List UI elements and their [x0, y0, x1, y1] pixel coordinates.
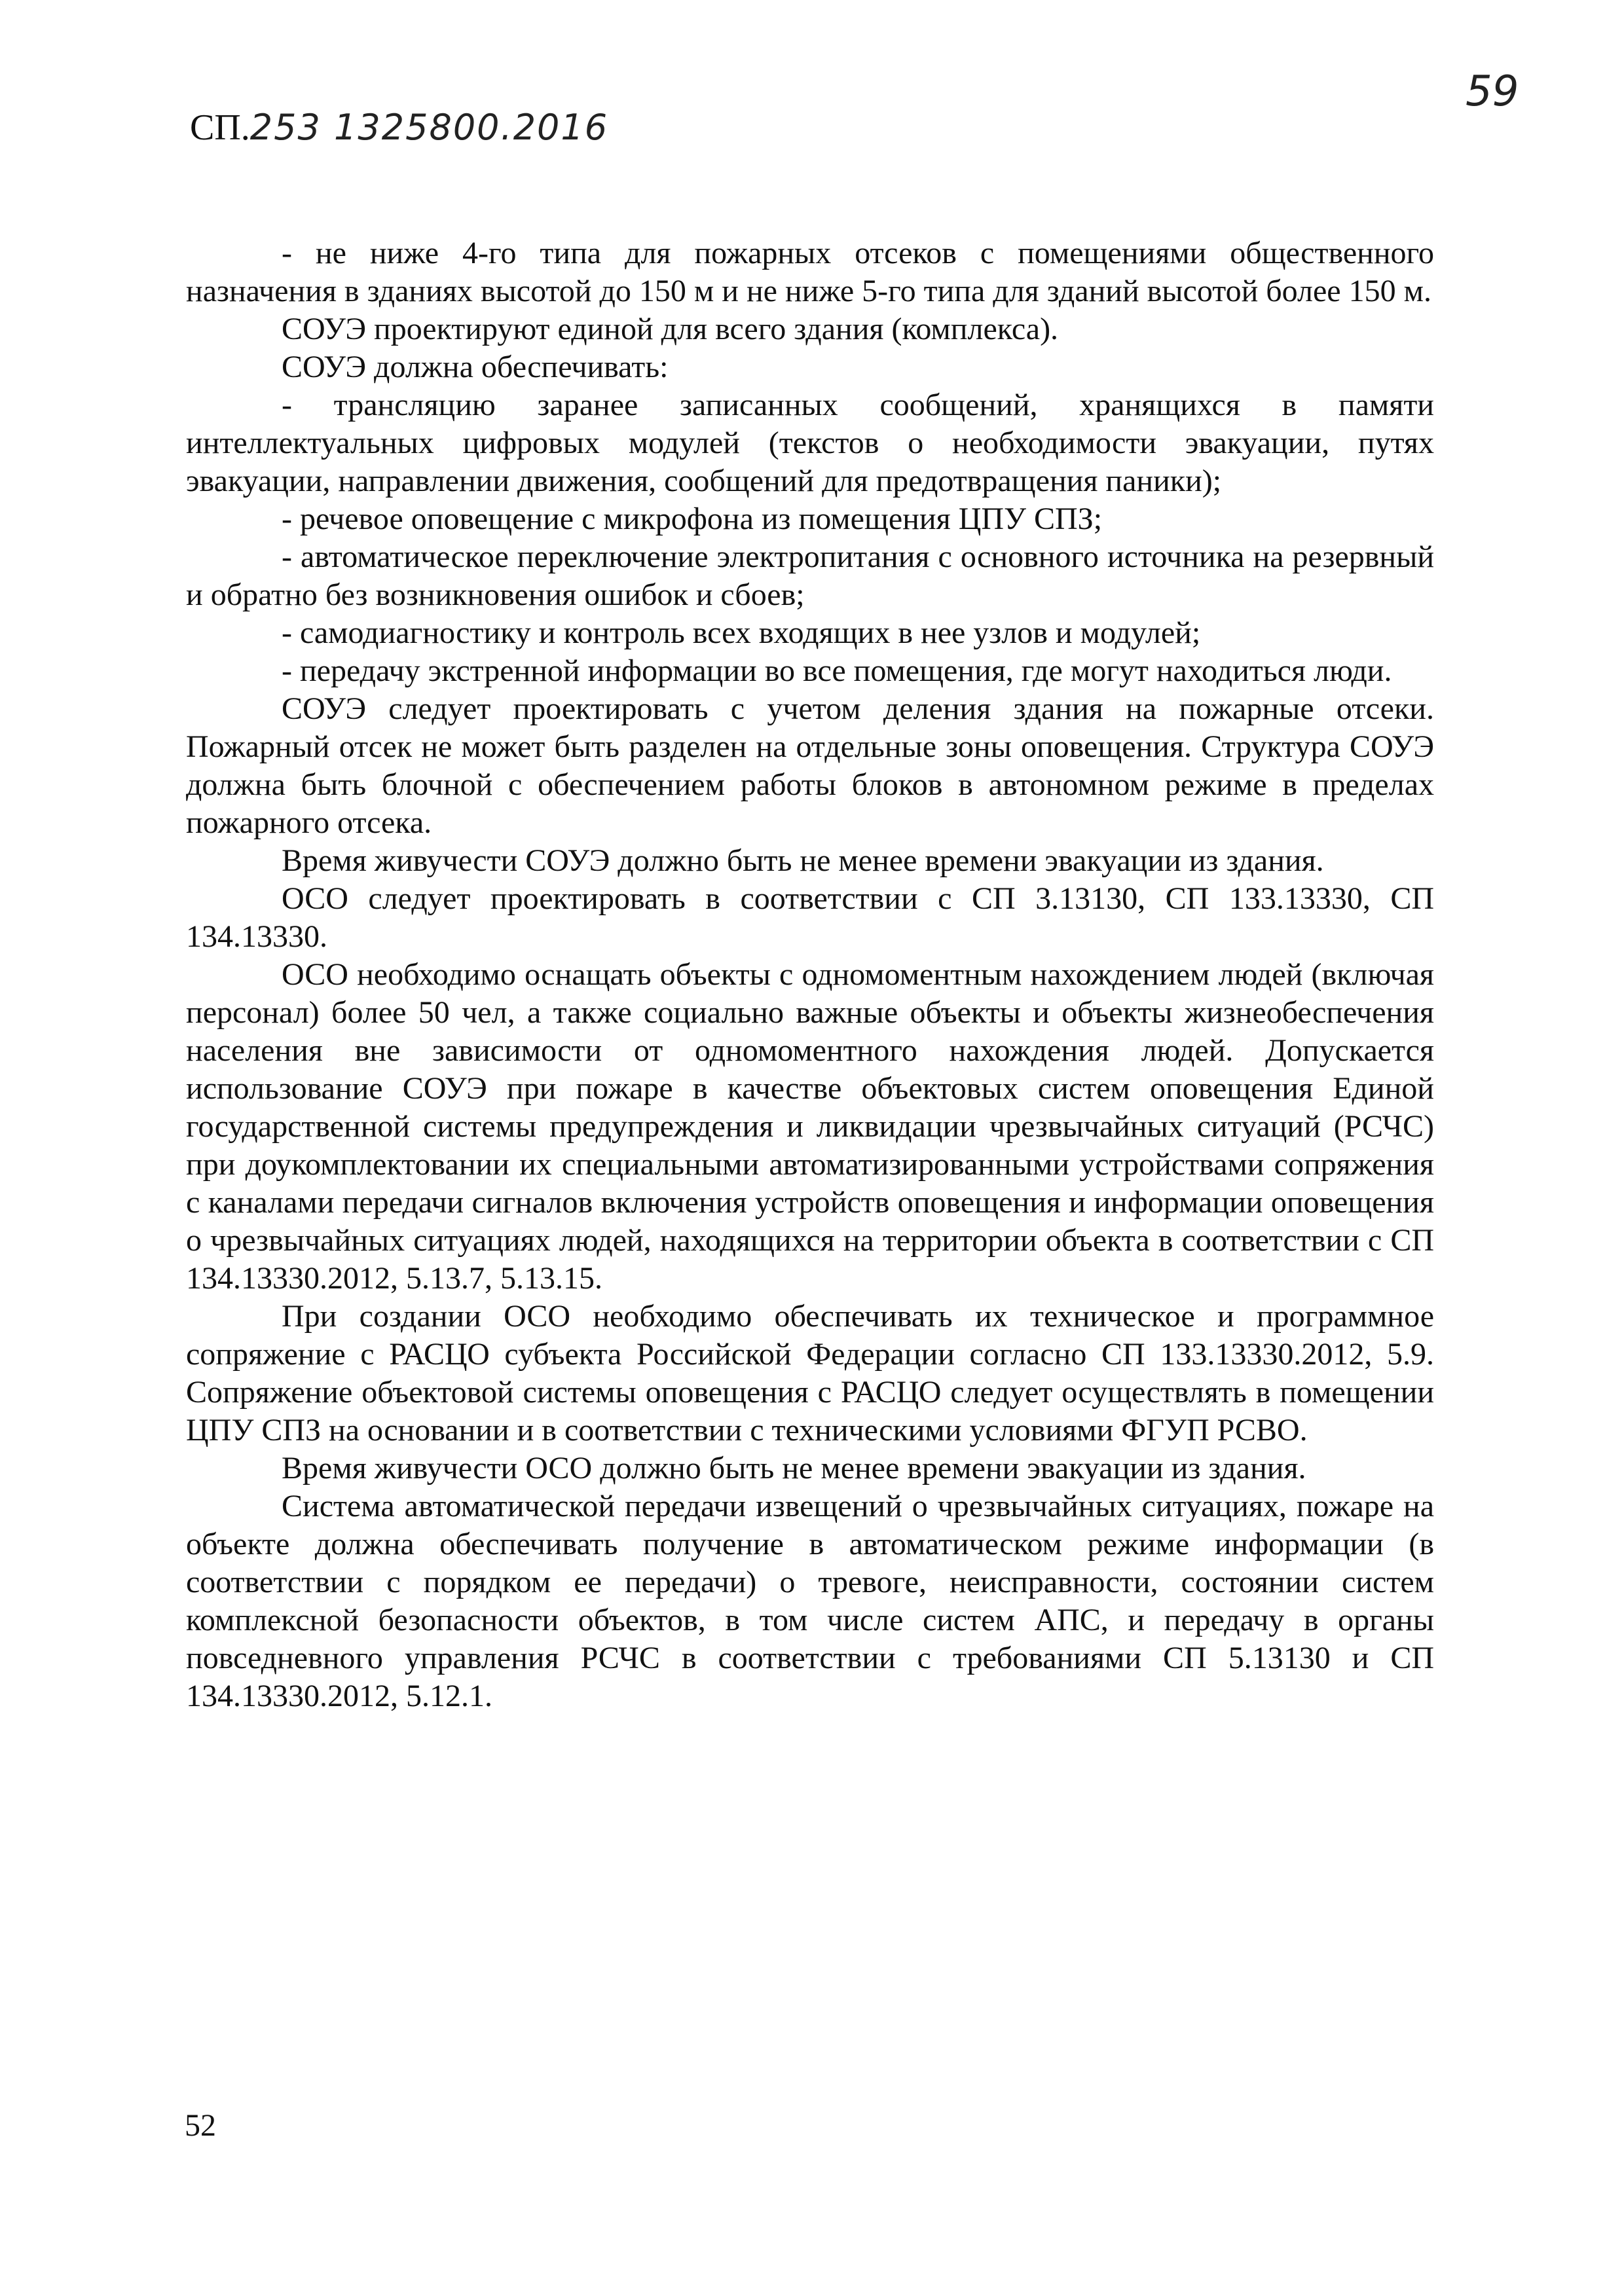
page-number: 52 — [185, 2108, 216, 2143]
handwritten-sheet-number: 59 — [1466, 67, 1519, 116]
paragraph: - автоматическое переключение электропитания с основного источника на резервный и обратно без возникновения ошибок и сбоев; — [186, 539, 1434, 612]
paragraph: Система автоматической передачи извещений о чрезвычайных ситуациях, пожаре на объекте должна обеспечивать получение в автоматическом режиме информации (в соответствии с порядком ее передачи) о тревоге, неисправности, состоянии систем комплексной безопасности объектов, в том числе систем АПС, и передачу в органы повседневного управления РСЧС в соответствии с требованиями СП 5.13130 и СП 134.13330.2012, 5.12.1. — [186, 1489, 1434, 1713]
paragraph: СОУЭ следует проектировать с учетом деления здания на пожарные отсеки. Пожарный отсек не может быть разделен на отдельные зоны оповещения. Структура СОУЭ должна быть блочной с обеспечением работы блоков в автономном режиме в пределах пожарного отсека. — [186, 691, 1434, 840]
document-code — [190, 105, 608, 151]
paragraph: ОСО следует проектировать в соответствии с СП 3.13130, СП 133.13330, СП 134.13330. — [186, 881, 1434, 954]
paragraph: Время живучести ОСО должно быть не менее времени эвакуации из здания. — [282, 1451, 1306, 1485]
paragraph: СОУЭ проектируют единой для всего здания (комплекса). — [282, 312, 1059, 346]
paragraph: - речевое оповещение с микрофона из помещения ЦПУ СПЗ; — [282, 501, 1103, 536]
document-body — [186, 234, 1434, 1715]
paragraph: Время живучести СОУЭ должно быть не менее времени эвакуации из здания. — [282, 843, 1324, 878]
paragraph: - самодиагностику и контроль всех входящих в нее узлов и модулей; — [282, 615, 1201, 650]
paragraph: При создании ОСО необходимо обеспечивать их техническое и программное сопряжение с РАСЦО субъекта Российской Федерации согласно СП 133.13330.2012, 5.9. Сопряжение объектовой системы оповещения с РАСЦО следует осуществлять в помещении ЦПУ СПЗ на основании и в соответствии с техническими условиями ФГУП РСВО. — [186, 1299, 1434, 1448]
paragraph: - трансляцию заранее записанных сообщений, хранящихся в памяти интеллектуальных цифровых модулей (текстов о необходимости эвакуации, путях эвакуации, направлении движения, сообщений для предотвращения паники); — [186, 388, 1434, 498]
document-code-handwritten: 253 1325800.2016 — [249, 107, 609, 148]
paragraph: ОСО необходимо оснащать объекты с одномоментным нахождением людей (включая персонал) более 50 чел, а также социально важные объекты и объекты жизнеобеспечения населения вне зависимости от одномоментного нахождения людей. Допускается использование СОУЭ при пожаре в качестве объектовых систем оповещения Единой государственной системы предупреждения и ликвидации чрезвычайных ситуаций (РСЧС) при доукомплектовании их специальными автоматизированными устройствами сопряжения с каналами передачи сигналов включения устройств оповещения и информации оповещения о чрезвычайных ситуациях людей, находящихся на территории объекта в соответствии с СП 134.13330.2012, 5.13.7, 5.13.15. — [186, 957, 1434, 1296]
paragraph: СОУЭ должна обеспечивать: — [282, 350, 669, 384]
document-code-prefix: СП. — [190, 107, 250, 148]
paragraph: - не ниже 4-го типа для пожарных отсеков с помещениями общественного назначения в зданиях высотой до 150 м и не ниже 5-го типа для зданий высотой более 150 м. — [186, 236, 1434, 308]
paragraph: - передачу экстренной информации во все помещения, где могут находиться люди. — [282, 653, 1392, 688]
